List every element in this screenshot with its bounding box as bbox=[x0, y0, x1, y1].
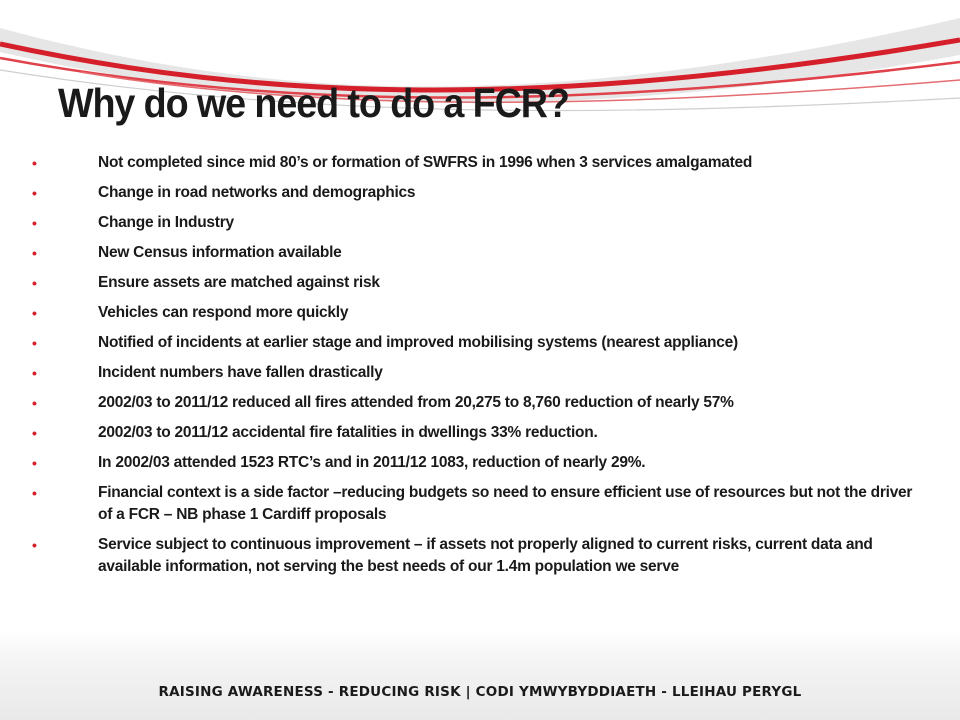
bullet-text: 2002/03 to 2011/12 accidental fire fatalities in dwellings 33% reduction. bbox=[98, 424, 598, 441]
bullet-text: Vehicles can respond more quickly bbox=[98, 304, 349, 321]
bullet-marker: • bbox=[32, 185, 37, 201]
bullet-text: Notified of incidents at earlier stage and improved mobilising systems (nearest appliance) bbox=[98, 334, 738, 351]
bullet-item bbox=[30, 362, 930, 384]
bullet-item bbox=[30, 452, 930, 474]
bullet-text: Incident numbers have fallen drastically bbox=[98, 364, 383, 381]
bullet-marker: • bbox=[32, 275, 37, 291]
bullet-marker: • bbox=[32, 365, 37, 381]
bullet-item bbox=[30, 422, 930, 444]
bullet-text: In 2002/03 attended 1523 RTC’s and in 2011/12 1083, reduction of nearly 29%. bbox=[98, 454, 646, 471]
bullet-item bbox=[30, 482, 930, 526]
bullet-item bbox=[30, 392, 930, 414]
footer-band bbox=[0, 630, 960, 720]
bullet-text: Change in Industry bbox=[98, 214, 234, 231]
bullet-item bbox=[30, 212, 930, 234]
bullet-marker: • bbox=[32, 485, 37, 501]
bullet-text: Service subject to continuous improvement – if assets not properly aligned to current risks, current data and available information, not serving the best needs of our 1.4m population we serve bbox=[98, 536, 873, 575]
bullet-marker: • bbox=[32, 537, 37, 553]
bullet-marker: • bbox=[32, 425, 37, 441]
bullet-item bbox=[30, 242, 930, 264]
bullet-marker: • bbox=[32, 335, 37, 351]
bullet-text: Ensure assets are matched against risk bbox=[98, 274, 380, 291]
bullet-item bbox=[30, 332, 930, 354]
bullet-text: Not completed since mid 80’s or formation of SWFRS in 1996 when 3 services amalgamated bbox=[98, 154, 753, 171]
bullet-marker: • bbox=[32, 455, 37, 471]
bullet-item bbox=[30, 152, 930, 174]
bullet-text: Financial context is a side factor –reducing budgets so need to ensure efficient use of resources but not the driver of a FCR – NB phase 1 Cardiff proposals bbox=[98, 484, 913, 523]
bullet-list bbox=[30, 152, 930, 586]
bullet-text: Change in road networks and demographics bbox=[98, 184, 416, 201]
bullet-item bbox=[30, 182, 930, 204]
bullet-item bbox=[30, 272, 930, 294]
bullet-marker: • bbox=[32, 215, 37, 231]
bullet-item bbox=[30, 302, 930, 324]
bullet-marker: • bbox=[32, 245, 37, 261]
bullet-item bbox=[30, 534, 930, 578]
footer-tagline: RAISING AWARENESS - REDUCING RISK | CODI YMWYBYDDIAETH - LLEIHAU PERYGL bbox=[158, 684, 802, 700]
bullet-marker: • bbox=[32, 305, 37, 321]
slide-title: Why do we need to do a FCR? bbox=[58, 80, 569, 126]
bullet-marker: • bbox=[32, 155, 37, 171]
bullet-marker: • bbox=[32, 395, 37, 411]
bullet-text: 2002/03 to 2011/12 reduced all fires attended from 20,275 to 8,760 reduction of nearly 57% bbox=[98, 394, 734, 411]
bullet-text: New Census information available bbox=[98, 244, 342, 261]
